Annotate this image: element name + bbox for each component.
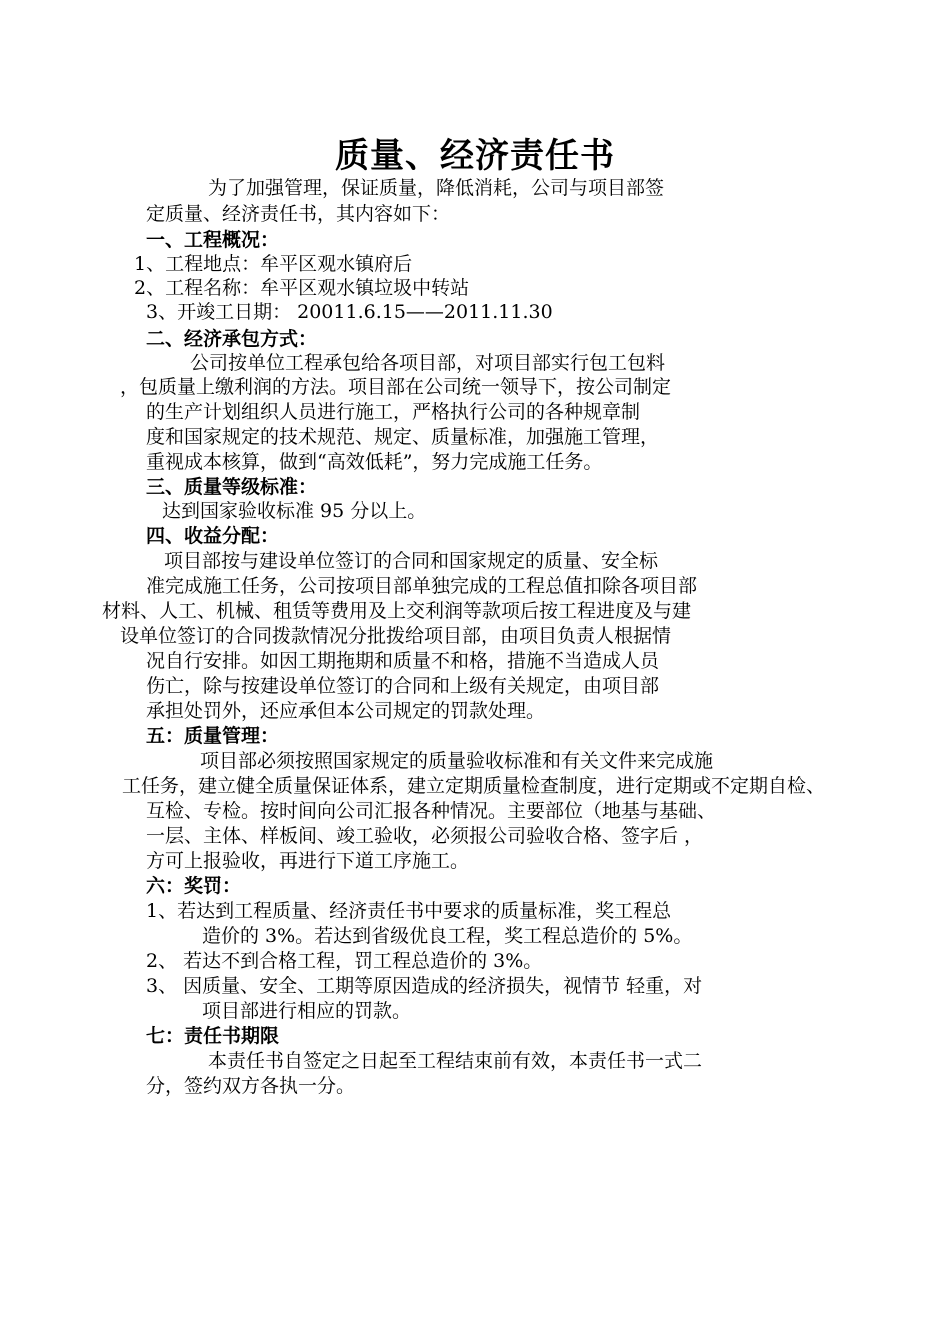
section-4-heading: 四、收益分配： (146, 525, 280, 547)
section-5-heading: 五：质量管理： (146, 725, 280, 747)
section-3-line-1: 达到国家验收标准 95 分以上。 (162, 500, 427, 522)
section-6-line-4: 3、 因质量、安全、工期等原因造成的经济损失，视情节 轻重，对 (146, 975, 703, 997)
section-7-line-2: 分，签约双方各执一分。 (146, 1075, 356, 1097)
section-6-heading: 六：奖罚： (146, 875, 242, 897)
section-6-line-1: 1、若达到工程质量、经济责任书中要求的质量标准，奖工程总 (146, 900, 672, 922)
section-1-item-3: 3、开竣工日期： 20011.6.15——2011.11.30 (146, 301, 553, 323)
section-6-line-3: 2、 若达不到合格工程，罚工程总造价的 3%。 (146, 950, 543, 972)
section-7-heading: 七：责任书期限 (146, 1025, 280, 1047)
section-1-heading: 一、工程概况： (146, 229, 280, 251)
section-6-line-5: 项目部进行相应的罚款。 (202, 1000, 412, 1022)
section-5-line-1: 项目部必须按照国家规定的质量验收标准和有关文件来完成施 (200, 750, 714, 772)
section-7-line-1: 本责任书自签定之日起至工程结束前有效，本责任书一式二 (208, 1050, 703, 1072)
section-5-line-3: 互检、专检。按时间向公司汇报各种情况。主要部位（地基与基础、 (146, 800, 717, 822)
section-2-line-2: ，包质量上缴利润的方法。项目部在公司统一领导下，按公司制定 (120, 376, 672, 398)
section-2-line-5: 重视成本核算，做到“高效低耗”，努力完成施工任务。 (146, 451, 603, 473)
section-4-line-6: 伤亡，除与按建设单位签订的合同和上级有关规定，由项目部 (146, 675, 660, 697)
section-5-line-5: 方可上报验收，再进行下道工序施工。 (146, 850, 470, 872)
section-2-line-4: 度和国家规定的技术规范、规定、质量标准，加强施工管理， (146, 426, 660, 448)
intro-line-1: 为了加强管理，保证质量，降低消耗，公司与项目部签 (208, 177, 665, 199)
section-5-line-2: 工任务，建立健全质量保证体系，建立定期质量检查制度，进行定期或不定期自检、 (122, 775, 826, 797)
section-6-line-2: 造价的 3%。若达到省级优良工程，奖工程总造价的 5%。 (202, 925, 693, 947)
section-4-line-4: 设单位签订的合同拨款情况分批拨给项目部，由项目负责人根据情 (120, 625, 672, 647)
intro-line-2: 定质量、经济责任书，其内容如下： (146, 203, 451, 225)
section-4-line-2: 准完成施工任务，公司按项目部单独完成的工程总值扣除各项目部 (146, 575, 698, 597)
section-4-line-1: 项目部按与建设单位签订的合同和国家规定的质量、安全标 (164, 550, 659, 572)
section-1-item-2: 2、工程名称：牟平区观水镇垃圾中转站 (134, 277, 470, 299)
section-2-line-1: 公司按单位工程承包给各项目部，对项目部实行包工包料 (190, 352, 666, 374)
document-title: 质量、经济责任书 (335, 136, 615, 176)
section-3-heading: 三、质量等级标准： (146, 476, 318, 498)
section-4-line-5: 况自行安排。如因工期拖期和质量不和格，措施不当造成人员 (146, 650, 660, 672)
section-2-heading: 二、经济承包方式： (146, 328, 318, 350)
section-2-line-3: 的生产计划组织人员进行施工，严格执行公司的各种规章制 (146, 401, 641, 423)
section-1-item-1: 1、工程地点：牟平区观水镇府后 (134, 253, 413, 275)
section-4-line-7: 承担处罚外，还应承但本公司规定的罚款处理。 (146, 700, 546, 722)
section-4-line-3: 材料、人工、机械、租赁等费用及上交利润等款项后按工程进度及与建 (102, 600, 692, 622)
section-5-line-4: 一层、主体、样板间、竣工验收，必须报公司验收合格、签字后 ， (146, 825, 704, 847)
